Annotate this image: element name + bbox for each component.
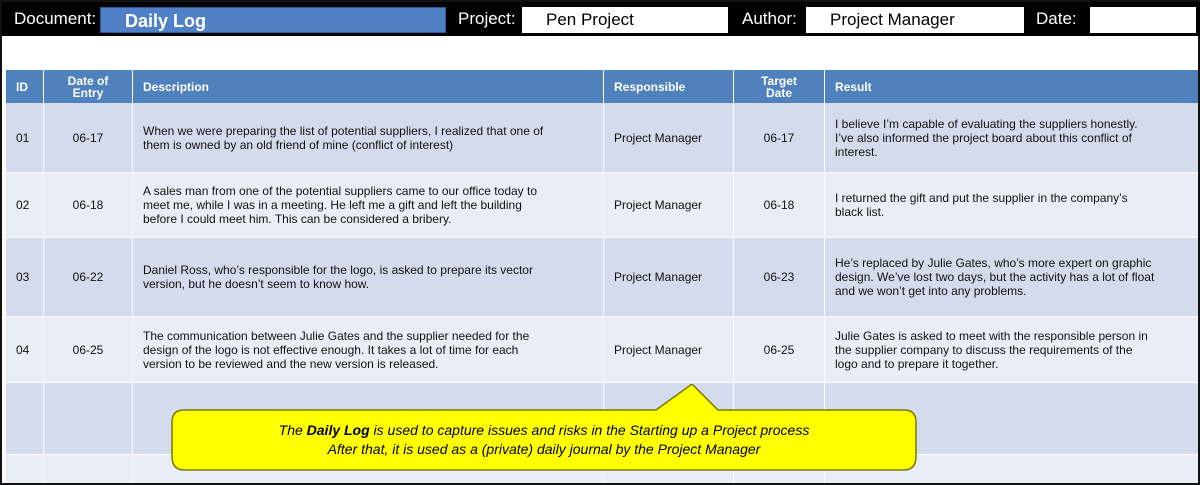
- empty-cell: [44, 455, 133, 483]
- row-target-date: 06-17: [734, 103, 825, 172]
- row-description: Daniel Ross, who’s responsible for the logo, is asked to prepare its vector version, but he doesn’t seem to know how.: [133, 238, 604, 316]
- row-description: When we were preparing the list of potential suppliers, I realized that one of them is owned by an old friend of mine (conflict of interest): [133, 103, 604, 172]
- row-id: 02: [6, 173, 44, 237]
- row-description: The communication between Julie Gates and the supplier needed for the design of the logo is not effective enough. It takes a lot of time for each version to be reviewed and the new version is released.: [133, 317, 604, 382]
- author-name-field[interactable]: Project Manager: [806, 7, 1024, 33]
- table-row: [6, 173, 1198, 238]
- date-label: Date:: [1036, 9, 1077, 28]
- row-description: A sales man from one of the potential suppliers came to our office today to meet me, while I was in a meeting. He left me a gift and left the building before I could meet him. This can be considered a bribery.: [133, 173, 604, 237]
- row-date: 06-17: [44, 103, 133, 172]
- row-result: Julie Gates is asked to meet with the responsible person in the supplier company to discuss the requirements of the logo and to prepare it together.: [835, 328, 1148, 371]
- row-date: 06-22: [44, 238, 133, 316]
- table-header-row: [6, 70, 1198, 103]
- row-target-date: 06-18: [734, 173, 825, 237]
- document-name-field[interactable]: Daily Log: [100, 7, 446, 33]
- row-responsible: Project Manager: [604, 317, 734, 382]
- document-label: Document:: [14, 9, 97, 28]
- date-field[interactable]: [1090, 7, 1196, 33]
- callout-line-1: The Daily Log is used to capture issues and risks in the Starting up a Project process: [278, 422, 810, 438]
- callout-line-2: After that, it is used as a (private) daily journal by the Project Manager: [327, 441, 761, 457]
- row-responsible: Project Manager: [604, 238, 734, 316]
- row-responsible: Project Manager: [604, 173, 734, 237]
- row-responsible: Project Manager: [604, 103, 734, 172]
- row-target-date: 06-23: [734, 238, 825, 316]
- column-header-description: Description: [133, 70, 604, 103]
- column-header-result: Result: [835, 79, 872, 94]
- empty-cell: [6, 455, 44, 483]
- document-header-bar: [2, 2, 1200, 36]
- row-target-date: 06-25: [734, 317, 825, 382]
- table-row: [6, 317, 1198, 383]
- column-header-responsible: Responsible: [604, 70, 734, 103]
- row-id: 04: [6, 317, 44, 382]
- empty-cell: [44, 383, 133, 454]
- project-name-field[interactable]: Pen Project: [522, 7, 728, 33]
- callout-bubble: [170, 410, 918, 470]
- project-label: Project:: [458, 9, 516, 28]
- row-result: I returned the gift and put the supplier in the company’s black list.: [835, 191, 1128, 219]
- blank-strip: [6, 36, 1198, 70]
- row-result: He’s replaced by Julie Gates, who’s more expert on graphic design. We’ve lost two days, but the activity has a lot of float and we won’t get into any problems.: [835, 256, 1155, 298]
- row-id: 03: [6, 238, 44, 316]
- row-date: 06-25: [44, 317, 133, 382]
- table-row: [6, 238, 1198, 317]
- empty-cell: [6, 383, 44, 454]
- column-header-id: ID: [6, 70, 44, 103]
- callout-text: [170, 410, 918, 470]
- author-label: Author:: [742, 9, 797, 28]
- column-header-target-date: Target Date: [734, 70, 825, 103]
- row-date: 06-18: [44, 173, 133, 237]
- table-row: [6, 103, 1198, 173]
- row-id: 01: [6, 103, 44, 172]
- column-header-date-of-entry: Date of Entry: [44, 70, 133, 103]
- row-result: I believe I’m capable of evaluating the suppliers honestly. I’ve also informed the project board about this conflict of interest.: [835, 116, 1138, 159]
